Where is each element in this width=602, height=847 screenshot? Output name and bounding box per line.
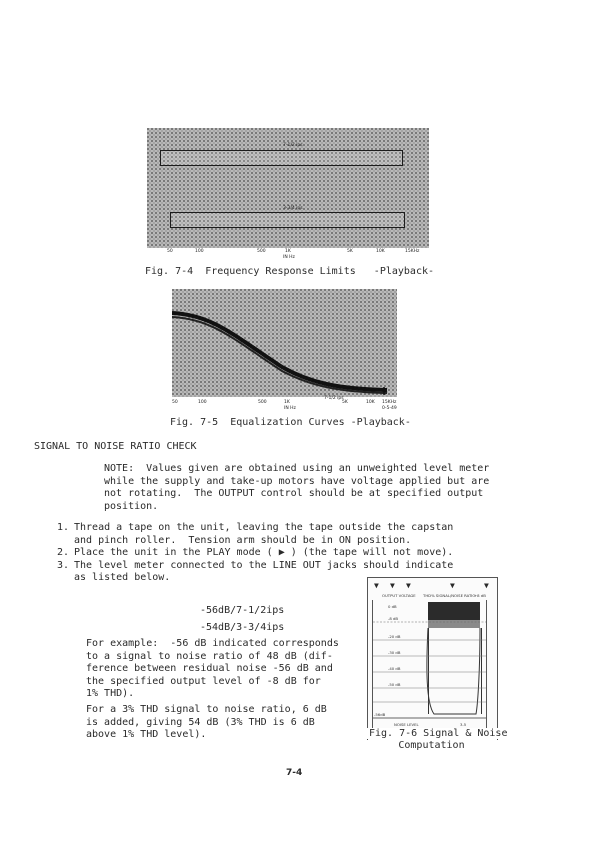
thd-line: above 1% THD level).: [86, 729, 207, 740]
section-heading: SIGNAL TO NOISE RATIO CHECK: [34, 441, 197, 452]
fig76-header-right: +8 dB: [474, 593, 486, 598]
fig74-tick: 15KHz: [405, 249, 420, 254]
fig74-upper-band: [160, 150, 403, 166]
fig76-foot-left: NOISE LEVEL: [394, 722, 419, 727]
fig74-tick: 10K: [376, 249, 385, 254]
fig75-tick: 500: [258, 400, 267, 405]
fig76-arrow-icon: ▼: [450, 581, 455, 590]
fig76-arrow-icon: ▼: [406, 581, 411, 590]
step-number: 3.: [57, 559, 70, 571]
thd-line: is added, giving 54 dB (3% THD is 6 dB: [86, 716, 315, 728]
fig75-tick: 10K: [366, 400, 375, 405]
fig76-level-label: -8 dB: [388, 616, 399, 621]
step-item: [57, 547, 453, 560]
example-line: to a signal to noise ratio of 48 dB (dif-: [86, 650, 333, 662]
example-line: For example: -56 dB indicated corresponds: [86, 638, 339, 649]
fig76-noise-curve: [427, 628, 480, 714]
note-line: NOTE: Values given are obtained using an unweighted level meter: [104, 463, 490, 474]
value-line: -56dB/7-1/2ips: [200, 605, 285, 616]
step-line: Place the unit in the PLAY mode ( ▶ ) (the tape will not move).: [74, 547, 454, 558]
fig75-tick: 50: [172, 400, 178, 405]
fig76-curve-svg: [368, 578, 497, 735]
fig75-unit: IN Hz: [284, 406, 296, 411]
fig75-curve-label: 7-1/2 ips: [324, 396, 344, 401]
step-line: as listed below.: [74, 572, 171, 583]
fig75-tick: 15KHz: [382, 400, 397, 405]
fig75-tick: 100: [198, 400, 207, 405]
fig76-foot-right: 3-5: [460, 722, 467, 727]
fig76-level-label: -56dB: [374, 712, 386, 717]
fig74-caption-num: Fig. 7-4: [145, 266, 194, 277]
fig75-ref-label: 0-5-49: [382, 406, 397, 411]
fig76-level-label: -20 dB: [388, 634, 401, 639]
example-block: [86, 638, 339, 701]
fig76-arrow-icon: ▼: [484, 581, 489, 590]
fig75-tick: 1K: [284, 400, 290, 405]
step-line: and pinch roller. Tension arm should be in ON position.: [74, 534, 412, 546]
note-line: not rotating. The OUTPUT control should be at specified output: [104, 488, 484, 499]
values-block: [200, 605, 284, 634]
note-block: [104, 463, 489, 513]
fig75-tick: 5K: [342, 400, 348, 405]
fig74-unit: IN Hz: [283, 255, 295, 260]
fig75-curve-svg: [172, 289, 397, 397]
fig74-x-axis: [147, 248, 429, 262]
fig76-caption-2: Computation: [398, 740, 465, 751]
fig76-caption-line1: Fig. 7-6 Signal & Noise: [369, 728, 508, 739]
example-line: the specified output level of -8 dB for: [86, 675, 321, 687]
step-number: 2.: [57, 547, 70, 558]
fig76-arrow-icon: ▼: [374, 581, 379, 590]
value-line: -54dB/3-3/4ips: [200, 621, 285, 633]
fig76-level-label: -30 dB: [388, 650, 401, 655]
step-line: Thread a tape on the unit, leaving the tape outside the capstan: [74, 522, 454, 533]
example-line: ference between residual noise -56 dB and: [86, 663, 333, 674]
note-line: position.: [104, 500, 159, 512]
fig75-curve-upper: [172, 313, 387, 390]
page-number: 7-4: [286, 768, 303, 778]
step-item: [57, 522, 453, 547]
fig75-curve-lower: [172, 317, 387, 393]
fig76-header-left: OUTPUT VOLTAGE: [382, 593, 416, 598]
fig75-chart: [172, 289, 397, 397]
thd-block: [86, 704, 327, 742]
fig74-lower-band-label: 3-3/4 ips: [283, 206, 303, 211]
step-number: 1.: [57, 522, 70, 533]
fig74-tick: 50: [167, 249, 173, 254]
fig74-lower-band: [170, 212, 405, 228]
fig75-caption: [170, 417, 411, 428]
fig74-tick: 100: [195, 249, 204, 254]
fig74-tick: 1K: [285, 249, 291, 254]
fig75-caption-tag: -Playback-: [350, 417, 411, 428]
fig75-x-axis: [172, 398, 412, 414]
fig74-upper-band-label: 7-1/2 ips: [283, 143, 303, 148]
fig76-caption: [367, 728, 507, 739]
thd-line: For a 3% THD signal to noise ratio, 6 dB: [86, 704, 327, 715]
steps-list: [57, 522, 453, 585]
fig76-arrow-icon: ▼: [390, 581, 395, 590]
fig74-tick: 500: [257, 249, 266, 254]
fig76-diagram: [367, 577, 498, 736]
note-line: while the supply and take-up motors have voltage applied but are: [104, 475, 490, 487]
fig74-chart: [147, 128, 429, 248]
fig74-tick: 5K: [347, 249, 353, 254]
fig76-level-label: -50 dB: [388, 682, 401, 687]
step-line: The level meter connected to the LINE OUT jacks should indicate: [74, 559, 454, 571]
fig74-caption-title: Frequency Response Limits: [205, 266, 356, 277]
example-line: 1% THD).: [86, 688, 135, 699]
fig74-caption: [145, 266, 434, 277]
fig75-caption-title: Equalization Curves: [230, 417, 345, 428]
fig76-header-mid: THD% SIGNAL/NOISE RATIO: [423, 593, 476, 598]
fig75-caption-num: Fig. 7-5: [170, 417, 219, 428]
fig76-level-label: 0 dB: [388, 604, 397, 609]
fig74-caption-tag: -Playback-: [373, 266, 435, 277]
fig76-level-label: -40 dB: [388, 666, 401, 671]
